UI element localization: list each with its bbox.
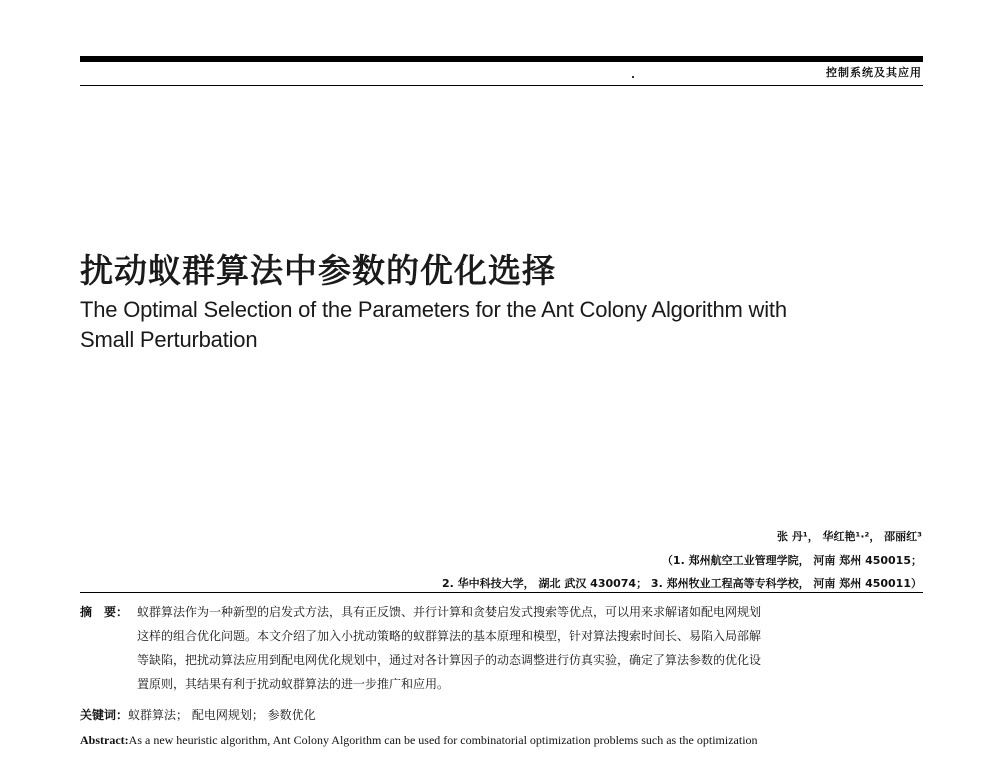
section-label: 控制系统及其应用 [826, 66, 922, 79]
abstract-chinese [80, 600, 925, 696]
title-chinese: 扰动蚁群算法中参数的优化选择 [80, 251, 556, 290]
scan-speck [632, 76, 634, 78]
header-top-rule [80, 56, 923, 62]
keywords-label: 关键词： [80, 708, 129, 722]
title-english [80, 295, 940, 355]
abstract-text-1: 蚁群算法作为一种新型的启发式方法，具有正反馈、并行计算和贪婪启发式搜索等优点，可以用来求解诸如配电网规划 [137, 605, 762, 619]
keywords-text: 蚁群算法； 配电网规划； 参数优化 [128, 708, 316, 722]
abstract-line-3: 等缺陷，把扰动算法应用到配电网优化规划中，通过对各计算因子的动态调整进行仿真实验，确定了算法参数的优化设 [137, 653, 762, 667]
title-english-line-2: Small Perturbation [80, 327, 258, 352]
abstract-english-label: Abstract: [80, 733, 129, 747]
title-english-line-1: The Optimal Selection of the Parameters for the Ant Colony Algorithm with [80, 297, 787, 322]
affiliation-rule [80, 592, 923, 593]
abstract-line-4: 置原则，其结果有利于扰动蚁群算法的进一步推广和应用。 [137, 677, 450, 691]
abstract-line-2: 这样的组合优化问题。本文介绍了加入小扰动策略的蚁群算法的基本原理和模型，针对算法搜索时间长、易陷入局部解 [137, 629, 762, 643]
abstract-english [80, 733, 930, 748]
abstract-english-text: As a new heuristic algorithm, Ant Colony Algorithm can be used for combinatorial optimization problems such as the optimization [128, 733, 758, 747]
header-bottom-rule [80, 85, 923, 86]
keywords [80, 706, 316, 723]
abstract-line-1 [80, 600, 925, 624]
affiliation-line-2: 2. 华中科技大学， 湖北 武汉 430074； 3. 郑州牧业工程高等专科学校， 河南 郑州 450011） [442, 577, 922, 590]
abstract-label: 摘 要： [80, 605, 129, 619]
author-list: 张 丹¹， 华红艳¹·²， 邵丽红³ [777, 530, 922, 543]
affiliation-line-1: （1. 郑州航空工业管理学院， 河南 郑州 450015； [661, 554, 922, 567]
